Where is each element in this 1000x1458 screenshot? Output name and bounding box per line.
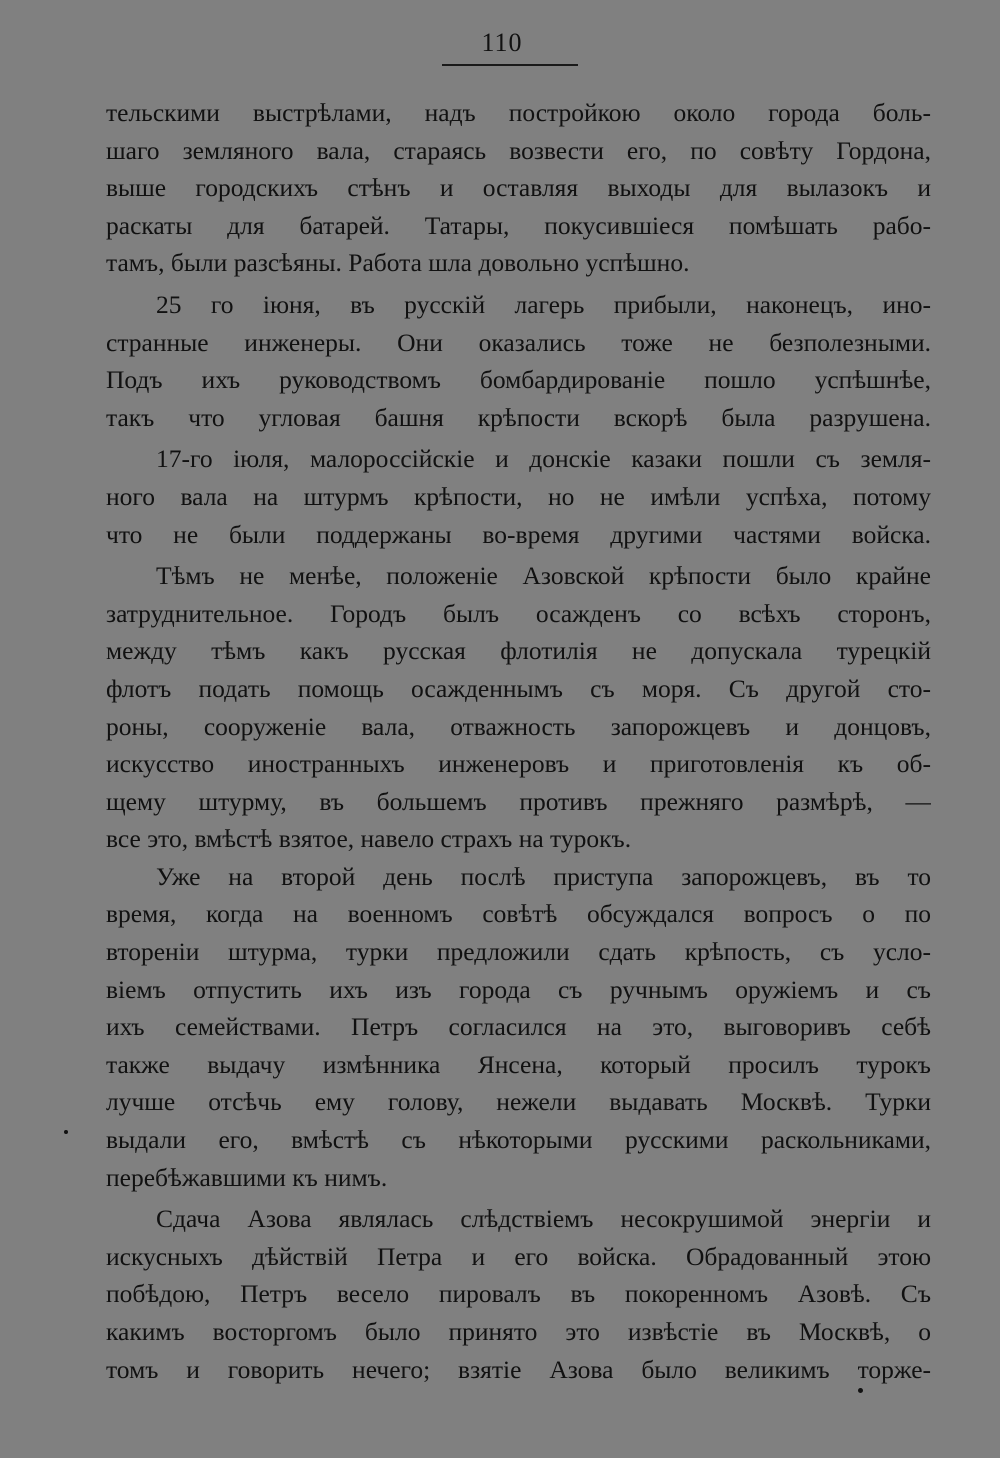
text-line: между тѣмъ какъ русская флотилія не допускала турецкій [106,636,931,666]
text-line: щему штурму, въ большемъ противъ прежняго размѣрѣ, — [106,786,931,816]
text-line: такъ что угловая башня крѣпости вскорѣ была разрушена. [106,402,931,432]
text-line: какимъ восторгомъ было принято это извѣстіе въ Москвѣ, о [106,1317,931,1346]
page-number: 110 [481,28,523,57]
text-line: ихъ семействами. Петръ согласился на это, выговоривъ себѣ [106,1012,931,1042]
text-line: перебѣжавшими къ нимъ. [106,1162,388,1192]
text-line: что не были поддержаны во-время другими частями войска. [106,519,931,549]
text-line: тельскими выстрѣлами, надъ постройкою около города боль- [106,98,931,127]
text-line: искусныхъ дѣйствій Петра и его войска. Обрадованный этою [106,1241,931,1271]
text-line: віемъ отпустить ихъ изъ города съ ручнымъ оружіемъ и съ [106,974,931,1004]
text-line: выше городскихъ стѣнъ и оставляя выходы для вылазокъ и [106,173,931,203]
text-line: выдали его, вмѣстѣ съ нѣкоторыми русскими раскольниками, [106,1125,931,1155]
text-line: лучше отсѣчь ему голову, нежели выдавать Москвѣ. Турки [106,1087,931,1117]
text-line: Уже на второй день послѣ приступа запорожцевъ, въ то [156,861,931,891]
text-line: роны, сооруженіе вала, отважность запорожцевъ и донцовъ, [106,711,931,741]
text-line: 25 го іюня, въ русскій лагерь прибыли, наконецъ, ино- [156,289,931,319]
body-text [106,94,931,1388]
text-line: искусство иностранныхъ инженеровъ и приготовленія къ об- [106,749,931,779]
header-rule [442,64,578,66]
text-line: тамъ, были разсѣяны. Работа шла довольно успѣшно. [106,248,690,278]
text-line: томъ и говорить нечего; взятіе Азова было великимъ торже- [106,1354,931,1384]
ink-speck [858,1388,863,1393]
text-line: шаго земляного вала, стараясь возвести его, по совѣту Гордона, [106,135,931,165]
text-line: вторенiи штурма, турки предложили сдать крѣпость, съ усло- [106,937,931,967]
text-line: Подъ ихъ руководствомъ бомбардированіе пошло успѣшнѣе, [106,365,931,395]
text-line: раскаты для батарей. Татары, покусившіеся помѣшать рабо- [106,210,931,240]
text-line: побѣдою, Петръ весело пировалъ въ покоренномъ Азовѣ. Съ [106,1279,931,1309]
text-line: странные инженеры. Они оказались тоже не безполезными. [106,327,931,357]
text-line: ного вала на штурмъ крѣпости, но не имѣли успѣха, потому [106,481,931,511]
text-line: время, когда на военномъ совѣтѣ обсуждался вопросъ о по [106,899,931,929]
text-line: Сдача Азова являлась слѣдствіемъ несокрушимой энергіи и [156,1204,931,1234]
text-line: Тѣмъ не менѣе, положеніе Азовской крѣпости было крайне [156,561,931,591]
text-line: затруднительное. Городъ былъ осажденъ со всѣхъ сторонъ, [106,598,931,628]
text-line: все это, вмѣстѣ взятое, навело страхъ на турокъ. [106,824,632,854]
text-line: также выдачу измѣнника Янсена, который просилъ турокъ [106,1049,931,1079]
ink-speck [64,1130,68,1134]
text-line: флотъ подать помощь осажденнымъ съ моря. Съ другой сто- [106,673,931,703]
text-line: 17-го іюля, малороссійскіе и донскіе казаки пошли съ земля- [156,444,931,474]
